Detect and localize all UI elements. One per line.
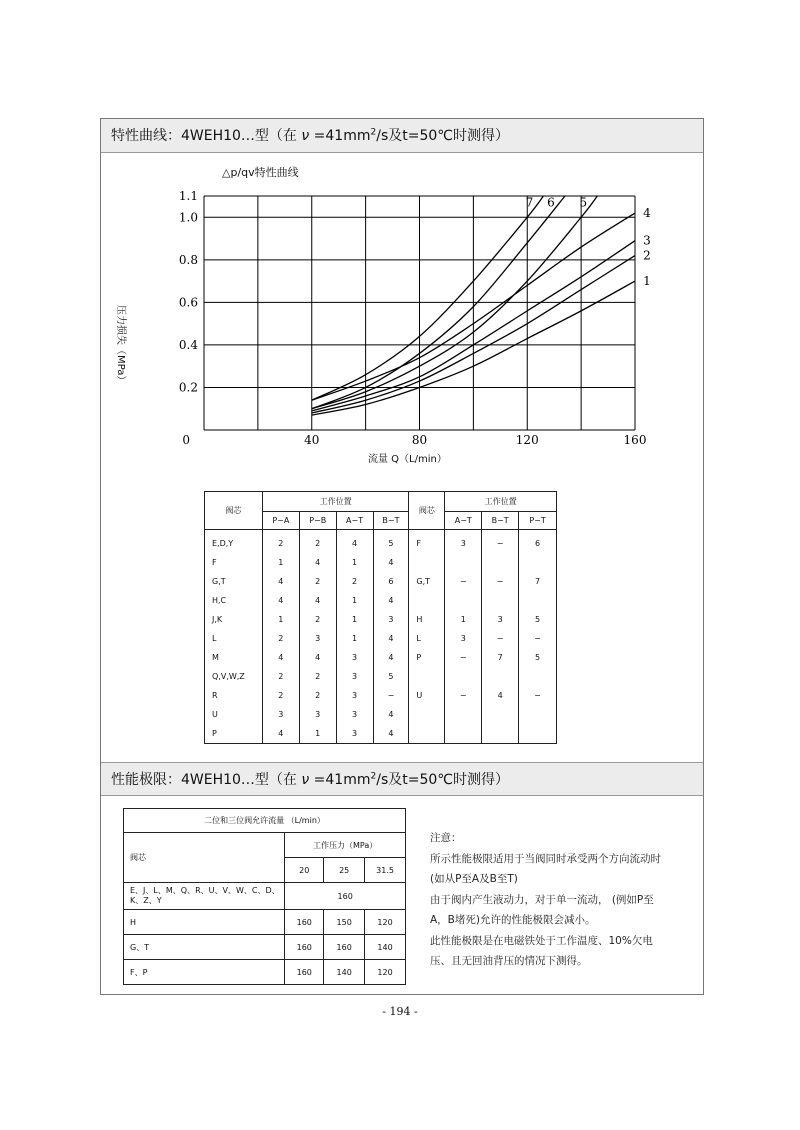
table1-cell	[445, 591, 482, 610]
table1-group-header-right: 工作位置	[445, 492, 557, 512]
table1-cell	[409, 553, 445, 572]
table1-core-header-right: 阀芯	[409, 492, 445, 530]
table1-cell: 4	[373, 629, 409, 648]
allowable-flow-table	[123, 808, 406, 985]
table1-cell	[519, 591, 557, 610]
section-header-characteristic-curves	[101, 119, 703, 153]
table1-cell: G,T	[409, 572, 445, 591]
spool-working-position-table	[204, 491, 557, 744]
table1-group-header-left: 工作位置	[262, 492, 409, 512]
table2-value-cell: 160	[285, 935, 324, 960]
table1-col-header: A−T	[445, 512, 482, 530]
table1-cell: 3	[299, 705, 336, 724]
table1-cell: −	[519, 629, 557, 648]
table2-pressure-header: 工作压力（MPa）	[285, 833, 406, 858]
chart-x-tick-label: 40	[304, 433, 320, 447]
table1-cell: 7	[482, 648, 519, 667]
notes-line: 此性能极限是在电磁铁处于工作温度、10%欠电	[430, 934, 653, 947]
table2-core-header: 阀芯	[124, 833, 285, 883]
table-row	[124, 935, 406, 960]
table1-cell: 4	[262, 724, 299, 744]
table1-cell: 4	[299, 591, 336, 610]
table1-cell: 4	[262, 572, 299, 591]
chart-series-label: 6	[547, 195, 555, 210]
table1-cell	[482, 724, 519, 744]
table2-value-cell: 160	[285, 883, 406, 910]
page-number: - 194 -	[382, 1005, 418, 1018]
chart-y-tick-label: 0.6	[178, 295, 198, 310]
table1-cell: 4	[262, 591, 299, 610]
table1-cell: 3	[299, 629, 336, 648]
chart-x-axis-label: 流量 Q（L/min）	[368, 454, 447, 465]
table1-cell: 3	[482, 610, 519, 629]
table2-value-cell: 160	[285, 910, 324, 935]
table1-cell: 2	[262, 629, 299, 648]
table-row	[205, 553, 557, 572]
table1-cell	[409, 724, 445, 744]
table1-cell: 3	[373, 610, 409, 629]
table1-cell: 2	[262, 530, 299, 554]
chart-x-tick-label: 80	[411, 433, 428, 447]
table2-pressure-value: 25	[324, 858, 365, 883]
table1-cell: G,T	[205, 572, 263, 591]
table1-cell: 3	[262, 705, 299, 724]
table1-col-header: P−A	[262, 512, 299, 530]
notes-line: A，B堵死)允许的性能极限会减小。	[430, 914, 596, 926]
table1-cell: −	[519, 686, 557, 705]
table1-cell: 4	[373, 591, 409, 610]
section-title-mid: =41mm	[309, 772, 371, 788]
table1-col-header: P−T	[519, 512, 557, 530]
table1-cell: 5	[519, 648, 557, 667]
table1-core-header: 阀芯	[205, 492, 263, 530]
table1-cell	[445, 724, 482, 744]
table1-cell: E,D,Y	[205, 530, 263, 554]
table1-cell: 3	[336, 667, 373, 686]
table1-cell: 4	[299, 553, 336, 572]
pressure-loss-chart	[140, 158, 660, 468]
table2-value-cell: 120	[365, 910, 406, 935]
table2-core-cell: E、J、L、M、Q、R、U、V、W、C、D、K、Z、Y	[124, 883, 285, 910]
section-title-suffix: /s及t=50℃时测得）	[376, 128, 510, 144]
table2-value-cell: 160	[285, 960, 324, 985]
table-row	[205, 629, 557, 648]
table2-core-cell: G、T	[124, 935, 285, 960]
table1-cell: 3	[336, 724, 373, 744]
table1-cell: 1	[336, 629, 373, 648]
table1-cell: F	[409, 530, 445, 554]
table1-cell: 2	[262, 686, 299, 705]
table1-cell: −	[445, 572, 482, 591]
table1-col-header: A−T	[336, 512, 373, 530]
table1-cell	[409, 705, 445, 724]
table1-cell	[409, 667, 445, 686]
table-row	[124, 910, 406, 935]
table-row	[205, 667, 557, 686]
table1-cell	[519, 705, 557, 724]
table1-cell: F	[205, 553, 263, 572]
table1-col-header: B−T	[373, 512, 409, 530]
table1-cell: 2	[299, 610, 336, 629]
table1-cell	[445, 667, 482, 686]
table2-value-cell: 120	[365, 960, 406, 985]
table1-cell: 2	[299, 530, 336, 554]
table1-cell: −	[482, 572, 519, 591]
table1-cell: 6	[373, 572, 409, 591]
table2-value-cell: 140	[365, 935, 406, 960]
chart-y-tick-label: 0.4	[178, 337, 198, 352]
table1-cell: 6	[519, 530, 557, 554]
table2-pressure-value: 31.5	[365, 858, 406, 883]
table1-cell: 7	[519, 572, 557, 591]
section-title-mid: =41mm	[309, 128, 371, 144]
table1-cell: 4	[373, 724, 409, 744]
table1-cell: 4	[373, 553, 409, 572]
chart-y-tick-label: 0.2	[178, 380, 198, 395]
table1-cell: 2	[262, 667, 299, 686]
table1-col-header: B−T	[482, 512, 519, 530]
table1-cell: L	[205, 629, 263, 648]
table2-value-cell: 160	[324, 935, 365, 960]
table1-cell: 5	[519, 610, 557, 629]
chart-series-label: 1	[643, 274, 651, 289]
table1-cell: −	[445, 648, 482, 667]
section-title-prefix: 特性曲线：4WEH10…型（在	[111, 128, 297, 144]
table1-cell: 1	[336, 610, 373, 629]
table1-cell: 3	[336, 686, 373, 705]
chart-x-tick-label: 160	[623, 433, 647, 447]
table-row	[124, 883, 406, 910]
notes-line: 压、且无回油背压的情况下测得。	[430, 955, 588, 967]
table-row	[205, 572, 557, 591]
table1-cell: 2	[299, 686, 336, 705]
table1-cell	[519, 553, 557, 572]
chart-series-label: 5	[579, 195, 588, 210]
table1-cell	[482, 591, 519, 610]
table1-cell: L	[409, 629, 445, 648]
table-row	[205, 724, 557, 744]
notes-block	[430, 828, 700, 972]
table1-cell	[482, 705, 519, 724]
table1-cell: 3	[336, 648, 373, 667]
table1-cell: 1	[262, 553, 299, 572]
table1-cell: M	[205, 648, 263, 667]
chart-series-label: 3	[643, 233, 651, 248]
table1-cell: 1	[336, 591, 373, 610]
notes-line: 注意：	[430, 832, 462, 844]
table1-cell: 3	[445, 629, 482, 648]
table1-cell: 1	[262, 610, 299, 629]
table1-cell: 4	[262, 648, 299, 667]
table-row	[124, 960, 406, 985]
table2-caption: 二位和三位阀允许流量 （L/min）	[124, 809, 406, 833]
table1-cell: 1	[299, 724, 336, 744]
nu-symbol: ν	[296, 128, 310, 144]
chart-y-axis-label: 压力损失（MPa）	[115, 305, 126, 386]
table1-cell: 4	[336, 530, 373, 554]
table1-cell: H,C	[205, 591, 263, 610]
table1-cell: U	[409, 686, 445, 705]
table1-cell: 4	[482, 686, 519, 705]
table-row	[205, 648, 557, 667]
table1-cell: −	[445, 686, 482, 705]
table1-cell: 5	[373, 530, 409, 554]
notes-line: (如从P至A及B至T)	[430, 873, 518, 885]
table1-cell: U	[205, 705, 263, 724]
table1-cell: 3	[336, 705, 373, 724]
table2-core-cell: H	[124, 910, 285, 935]
table1-cell	[445, 553, 482, 572]
table1-cell: −	[373, 686, 409, 705]
table1-cell: −	[482, 629, 519, 648]
table-row	[205, 610, 557, 629]
table-row	[205, 705, 557, 724]
table1-cell: P	[409, 648, 445, 667]
table1-cell	[409, 591, 445, 610]
table1-cell	[445, 705, 482, 724]
table-row	[205, 686, 557, 705]
chart-series-label: 7	[525, 195, 534, 210]
table1-cell: 3	[445, 530, 482, 554]
section-title-suffix: /s及t=50℃时测得）	[376, 772, 510, 788]
table1-cell: 1	[336, 553, 373, 572]
chart-series-label: 2	[643, 248, 651, 263]
chart-y-tick-label: 0.8	[178, 252, 198, 267]
table1-cell: 1	[445, 610, 482, 629]
section-title-sup: 2	[370, 127, 377, 138]
table1-cell: J,K	[205, 610, 263, 629]
nu-symbol: ν	[296, 772, 310, 788]
table1-cell	[482, 667, 519, 686]
section-title-prefix: 性能极限：4WEH10…型（在	[111, 772, 297, 788]
table1-body	[205, 530, 557, 744]
chart-x-tick-label: 120	[515, 433, 539, 447]
table2-value-cell: 140	[324, 960, 365, 985]
table1-cell: 4	[373, 705, 409, 724]
notes-line: 所示性能极限适用于当阀同时承受两个方向流动时	[430, 852, 661, 865]
table1-cell: H	[409, 610, 445, 629]
table1-cell: R	[205, 686, 263, 705]
table1-cell: 5	[373, 667, 409, 686]
table1-cell	[519, 724, 557, 744]
section-header-performance-limits	[101, 762, 703, 796]
table1-cell: 2	[336, 572, 373, 591]
table-row	[205, 591, 557, 610]
table1-cell: P	[205, 724, 263, 744]
table1-cell: 4	[373, 648, 409, 667]
table1-col-header: P−B	[299, 512, 336, 530]
table2-core-cell: F、P	[124, 960, 285, 985]
chart-title: △p/qv特性曲线	[222, 166, 299, 179]
table2-value-cell: 150	[324, 910, 365, 935]
table1-cell: 4	[299, 648, 336, 667]
table1-cell: 2	[299, 667, 336, 686]
chart-y-tick-label: 1.0	[178, 210, 198, 225]
section-title-sup: 2	[370, 771, 377, 782]
table1-cell: Q,V,W,Z	[205, 667, 263, 686]
chart-origin-label: 0	[182, 433, 190, 447]
table1-cell: 2	[299, 572, 336, 591]
table1-cell: −	[482, 530, 519, 554]
table1-cell	[482, 553, 519, 572]
notes-line: 由于阀内产生液动力，对于单一流动， (例如P至	[430, 893, 654, 906]
table2-pressure-value: 20	[285, 858, 324, 883]
table1-cell	[519, 667, 557, 686]
chart-series-label: 4	[643, 206, 651, 221]
chart-y-tick-label: 1.1	[178, 189, 198, 203]
table-row	[205, 530, 557, 554]
